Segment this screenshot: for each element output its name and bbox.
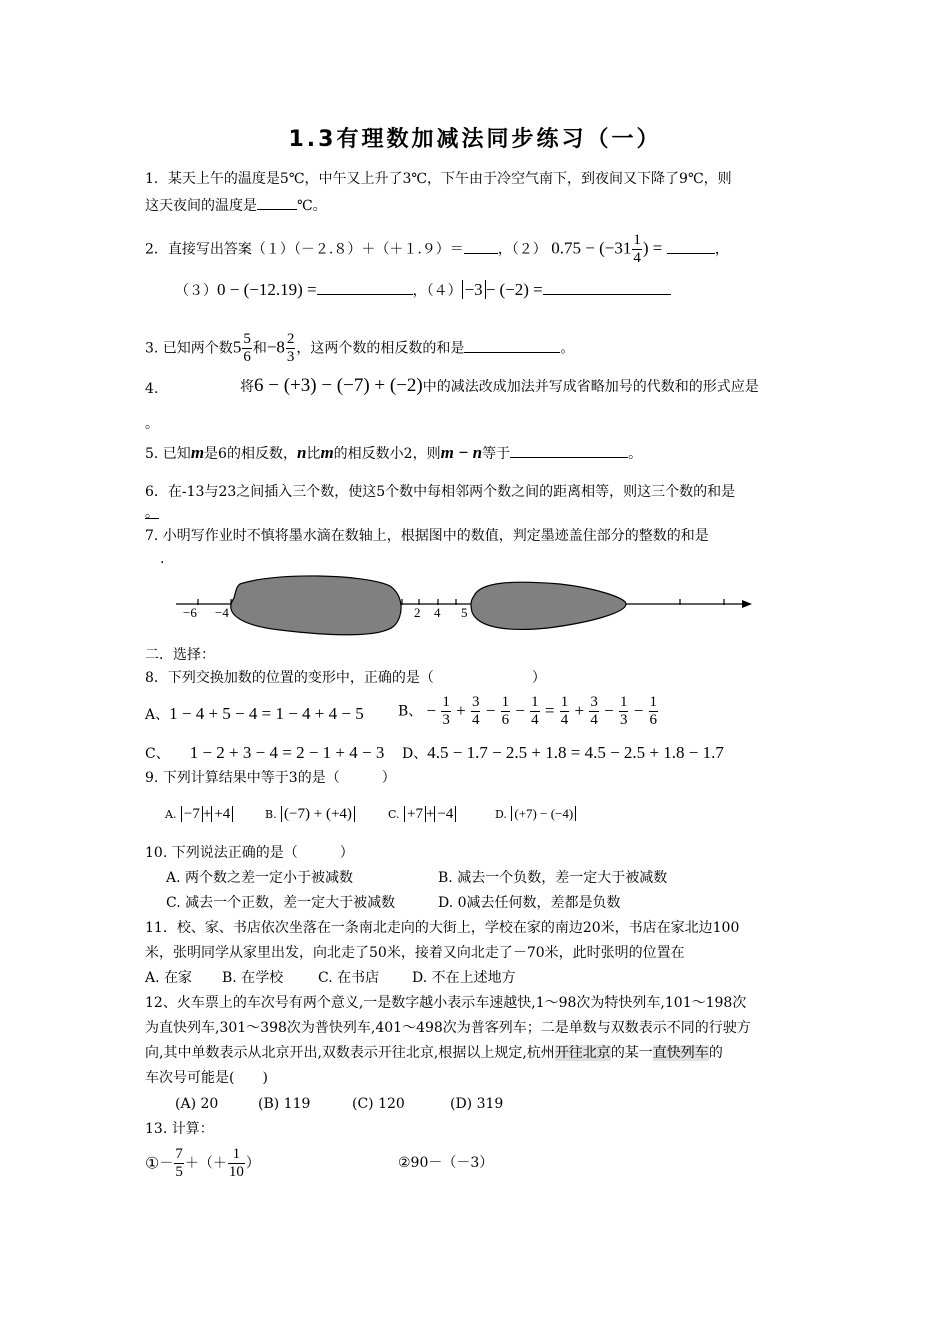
- q8-b-label: B、: [398, 703, 423, 720]
- q5-expression: m − n: [440, 443, 483, 462]
- question-1-line-2: [145, 196, 327, 214]
- number-line-figure: [0, 570, 950, 640]
- q10-option-a[interactable]: A. 两个数之差一定小于被减数: [166, 870, 354, 886]
- question-3: [145, 331, 574, 366]
- question-12-line-4: 车次号可能是( ): [145, 1070, 268, 1086]
- q4-expression: 6 − (+3) − (−7) + (−2): [254, 375, 423, 396]
- q9-d-expr: (+7) − (−4): [511, 806, 576, 821]
- q10-option-c[interactable]: C. 减去一个正数，差一定大于被减数: [166, 895, 396, 911]
- q2-fraction: $\frac{1}{4}$: [633, 232, 641, 266]
- q5-answer-blank[interactable]: [510, 444, 628, 458]
- q11-option-b[interactable]: B. 在学校: [222, 970, 284, 986]
- q3-whole-2: −8: [266, 337, 285, 357]
- q9-option-b[interactable]: [265, 806, 355, 823]
- q9-a-op: +: [202, 806, 212, 822]
- q2-part4-label: （４）: [426, 283, 462, 299]
- q1-text: 这天夜间的温度是: [145, 198, 257, 214]
- number-line-arrow-icon: [742, 600, 752, 608]
- q3-end: 。: [560, 340, 575, 357]
- q5-text-5: 等于: [482, 446, 511, 462]
- q9-c-abs-2: −4: [434, 806, 456, 822]
- q2-blank-3[interactable]: [317, 281, 413, 295]
- q2-blank-4[interactable]: [543, 281, 671, 295]
- q8b-rhs-fraction-2: $\frac{1}{3}$: [619, 694, 628, 728]
- q5-text: 5. 已知: [145, 446, 191, 462]
- q8b-rhs-sign-2: −: [599, 701, 618, 721]
- question-12-line-2: 为直快列车,301～398次为普快列车,401～498次为普客列车；二是单数与双数表示不同的行驶方: [145, 1020, 751, 1036]
- q5-var-m-2: m: [320, 443, 334, 462]
- q8-a-expr: 1 − 4 + 5 − 4 = 1 − 4 + 4 − 5: [169, 704, 364, 723]
- q12-text: 向,其中单数表示从北京开出,双数表示开往北京,根据以上规定,杭州: [145, 1045, 555, 1061]
- question-7-end: .: [160, 551, 165, 567]
- question-11-line-1: 11．校、家、书店依次坐落在一条南北走向的大街上，学校在家的南边20米，书店在家北边100: [145, 920, 740, 936]
- q2-abs-4: −3: [462, 280, 486, 299]
- q12-highlight-2: 直快列车: [652, 1045, 709, 1061]
- q9-option-c[interactable]: [388, 806, 456, 823]
- q13-fraction-2: $\frac{1}{10}$: [228, 1146, 244, 1180]
- q2-expr-2: 0.75 − (−3: [551, 238, 623, 258]
- q9-a-abs-2: +4: [211, 806, 233, 822]
- q8b-lhs-sign-2: −: [481, 701, 500, 721]
- q8-d-label: D、: [402, 746, 428, 762]
- question-13-stem: 13. 计算：: [145, 1121, 214, 1137]
- q8-option-b[interactable]: [398, 694, 659, 729]
- q12-option-a[interactable]: (A) 20: [175, 1096, 219, 1112]
- q8b-lhs-fraction-3: $\frac{1}{4}$: [531, 694, 539, 728]
- q13-minus: －: [159, 1155, 174, 1172]
- question-2-line-1: 2．直接写出答案（１）（－２.８）＋（＋１.９）＝ ，（２） 0.75 − (−31 $\frac{1}{4}$ ) = ，: [145, 232, 729, 266]
- q2-expr-3: 0 − (−12.19) =: [217, 280, 317, 299]
- q9-a-label: A.: [165, 808, 177, 821]
- q12-option-c[interactable]: (C) 120: [352, 1096, 405, 1112]
- q3-whole-1: 5: [232, 337, 242, 357]
- q8b-rhs-fraction-3: $\frac{1}{6}$: [649, 694, 658, 728]
- q8b-equals: =: [540, 701, 559, 721]
- q3-text: 3. 已知两个数: [145, 340, 233, 357]
- q5-text-3: 比: [306, 446, 321, 462]
- q8b-rhs-sign-1: +: [570, 701, 589, 721]
- q8b-lhs-fraction-2: $\frac{1}{6}$: [501, 694, 510, 728]
- q13-part-1: [145, 1146, 260, 1181]
- q8b-lhs-sign-3: −: [511, 701, 530, 721]
- q2-expr-4: − (−2) =: [485, 280, 543, 299]
- question-4-line-1: [240, 375, 759, 396]
- q9-option-a[interactable]: [165, 806, 233, 823]
- q13-plus: ＋（＋: [184, 1155, 227, 1172]
- q9-b-expr: (−7) + (+4): [281, 806, 355, 822]
- q9-c-abs-1: +7: [404, 806, 426, 822]
- label-4: 4: [434, 605, 441, 620]
- label-neg6: −6: [183, 605, 197, 620]
- q11-option-d[interactable]: D. 不在上述地方: [412, 970, 516, 986]
- q13-circled-1: ①: [145, 1153, 160, 1173]
- q2-blank-1[interactable]: [464, 240, 498, 254]
- q2-part2-label: ，（２）: [497, 241, 547, 258]
- q8b-rhs-sign-3: −: [629, 701, 648, 721]
- q8b-rhs-fraction-1: $\frac{3}{4}$: [590, 694, 598, 728]
- q3-fraction-1: $\frac{5}{6}$: [243, 331, 251, 365]
- page-title: 1.3有理数加减法同步练习（一）: [288, 127, 662, 152]
- q8b-lhs-sign-1: +: [451, 701, 470, 721]
- q12-highlight-1: 开往北京: [554, 1045, 611, 1061]
- q8-c-expr: 1 − 2 + 3 − 4 = 2 − 1 + 4 − 3: [189, 743, 385, 762]
- q9-d-label: D.: [495, 808, 507, 821]
- question-7-line-1: 7. 小明写作业时不慎将墨水滴在数轴上，根据图中的数值，判定墨迹盖住部分的整数的和是: [145, 528, 709, 544]
- label-2: 2: [414, 605, 421, 620]
- question-9-stem: 9. 下列计算结果中等于3的是（ ）: [145, 770, 396, 786]
- q13-part-2: ②90－（－3）: [398, 1155, 494, 1171]
- question-5: [145, 444, 642, 462]
- question-2-line-2: （３）0 − (−12.19) = ，（４） −3 − (−2) =: [175, 281, 671, 299]
- q8-a-label: A、: [145, 707, 170, 723]
- q12-option-b[interactable]: (B) 119: [258, 1096, 311, 1112]
- question-8-stem: 8．下列交换加数的位置的变形中，正确的是（ ）: [145, 670, 546, 686]
- q13-fraction-1: $\frac{7}{5}$: [175, 1146, 183, 1180]
- ink-blot-left: [231, 576, 401, 635]
- q1-unit: ℃。: [297, 198, 327, 214]
- question-6-end: 。: [145, 505, 159, 521]
- section-2-heading: 二．选择：: [145, 647, 215, 663]
- q5-text-2: 是6的相反数，: [204, 446, 297, 462]
- q10-option-b[interactable]: B. 减去一个负数，差一定大于被减数: [438, 870, 668, 886]
- label-neg4: −4: [215, 605, 229, 620]
- question-1-line-1: 1．某天上午的温度是5℃，中午又上升了3℃，下午由于冷空气南下，到夜间又下降了9℃，则: [145, 171, 732, 187]
- q3-text-2: ，这两个数的相反数的和是: [296, 340, 465, 357]
- q8-option-d[interactable]: [402, 745, 724, 762]
- q4-text-2: 中的减法改成加法并写成省略加号的代数和的形式应是: [422, 379, 759, 395]
- q10-option-d[interactable]: D. 0减去任何数，差都是负数: [438, 895, 621, 911]
- q8b-rhs-fraction-0: $\frac{1}{4}$: [560, 694, 569, 728]
- q12-text-2: 的某一: [610, 1045, 653, 1061]
- question-10-stem: 10. 下列说法正确的是（ ）: [145, 845, 354, 861]
- q8-option-a[interactable]: [145, 706, 364, 723]
- q4-text: 将: [240, 379, 254, 395]
- label-5: 5: [461, 605, 468, 620]
- q8-option-c[interactable]: [145, 745, 384, 762]
- q8b-lhs-fraction-1: $\frac{3}{4}$: [471, 694, 480, 728]
- q5-end: 。: [628, 446, 643, 462]
- ink-blot-right: [471, 582, 626, 629]
- q9-c-label: C.: [388, 808, 400, 821]
- q13-paren: ）: [245, 1155, 260, 1172]
- q11-option-c[interactable]: C. 在书店: [318, 970, 380, 986]
- q5-text-4: 的相反数小2，则: [333, 446, 441, 462]
- question-4-end: 。: [145, 416, 159, 432]
- q2-expr-2-tail: ) =: [642, 238, 663, 258]
- q8-b-expr: [422, 694, 659, 728]
- q8-c-label: C、: [145, 746, 170, 762]
- q2-text: 2．直接写出答案（１）（－２.８）＋（＋１.９）＝: [145, 241, 464, 258]
- q12-text-3: 的: [708, 1045, 723, 1061]
- q9-b-label: B.: [265, 808, 277, 821]
- q8b-lhs-sign-0: −: [422, 701, 441, 721]
- q9-option-d[interactable]: [495, 806, 576, 823]
- q5-var-n: n: [296, 443, 307, 462]
- q5-var-m: m: [190, 443, 205, 462]
- q9-c-op: +: [425, 806, 435, 822]
- q3-answer-blank[interactable]: [464, 339, 560, 353]
- q3-and: 和: [252, 340, 267, 357]
- q2-whole: 1: [622, 238, 632, 258]
- question-6-line-1: 6．在-13与23之间插入三个数，使这5个数中每相邻两个数之间的距离相等，则这三个数的和是: [145, 484, 736, 500]
- question-11-line-2: 米，张明同学从家里出发，向北走了50米，接着又向北走了－70米，此时张明的位置在: [145, 945, 685, 961]
- question-12-line-1: 12、火车票上的车次号有两个意义,一是数字越小表示车速越快,1～98次为特快列车,101～198次: [145, 995, 747, 1011]
- q8b-lhs-fraction-0: $\frac{1}{3}$: [442, 694, 450, 728]
- q2-part3-label: （３）: [175, 283, 217, 299]
- q12-option-d[interactable]: (D) 319: [450, 1096, 504, 1112]
- q9-a-abs-1: −7: [181, 806, 203, 822]
- q2-blank-2[interactable]: [667, 240, 715, 254]
- q8-d-expr: 4.5 − 1.7 − 2.5 + 1.8 = 4.5 − 2.5 + 1.8 − 1.7: [427, 743, 724, 762]
- q1-answer-blank[interactable]: [257, 196, 297, 210]
- question-12-line-3: [145, 1045, 723, 1061]
- question-4-number: 4.: [145, 381, 159, 397]
- q11-option-a[interactable]: A. 在家: [145, 970, 193, 986]
- q3-fraction-2: $\frac{2}{3}$: [286, 331, 295, 365]
